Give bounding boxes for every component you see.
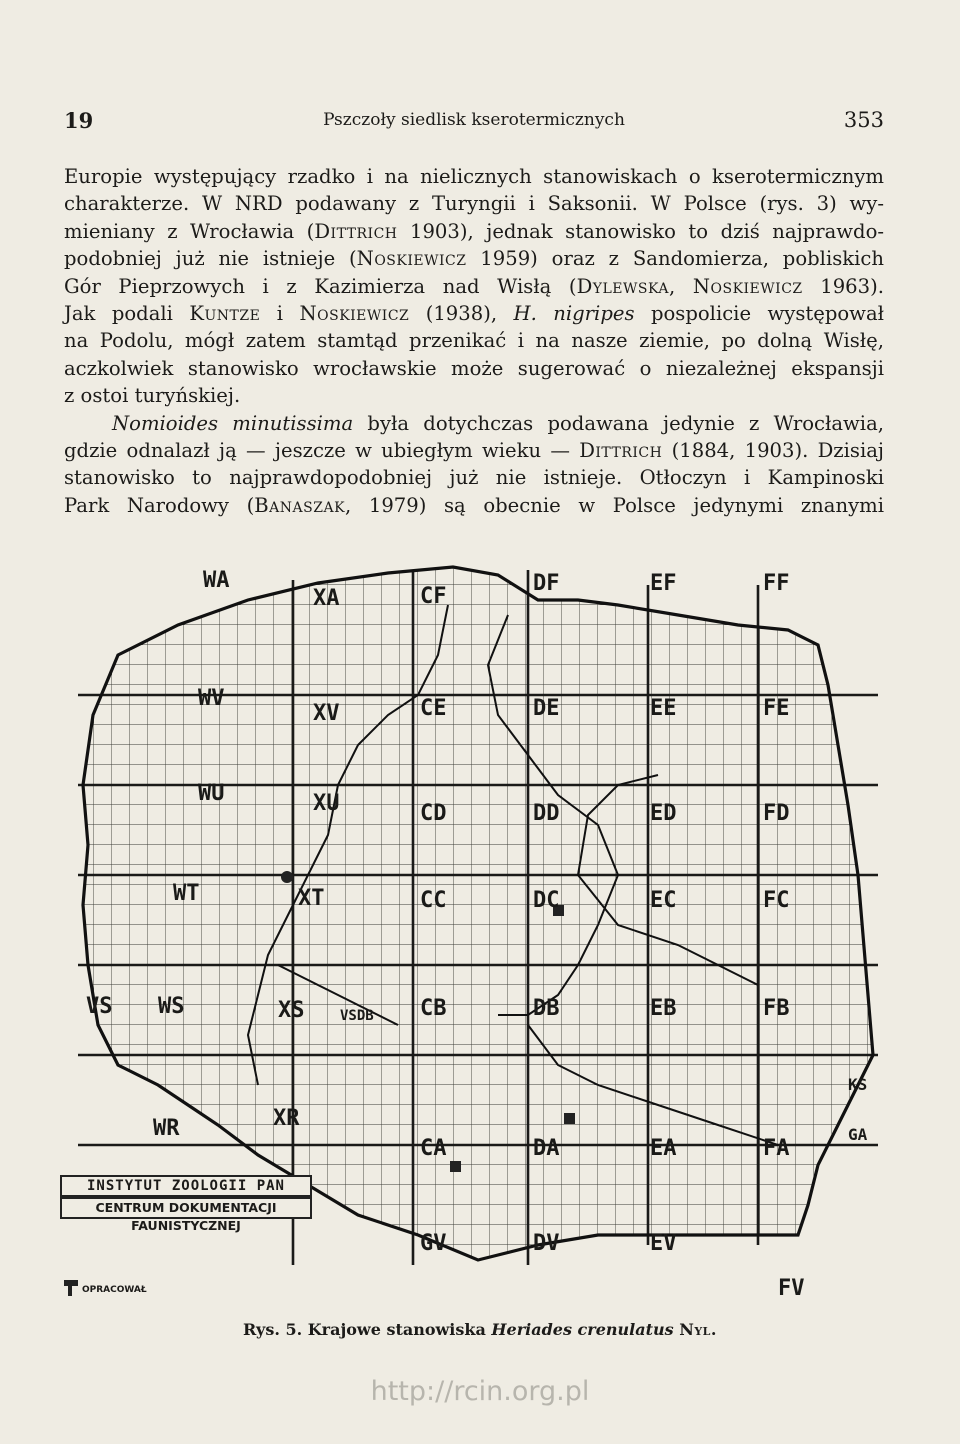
text-span: była dotychczas podawana jedynie z Wrocławia, [353, 411, 884, 435]
grid-label: ED [650, 801, 677, 826]
text-span: na Podolu, mógł zatem stamtąd przenikać i na nasze ziemie, po dolną Wisłę, [64, 329, 884, 353]
caption-text: Krajowe stanowiska [307, 1320, 486, 1339]
grid-label: EF [650, 571, 677, 596]
grid-label: DB [533, 996, 560, 1021]
grid-label: DA [533, 1136, 560, 1161]
text-span: , [669, 274, 693, 298]
author-name: Dittrich [314, 219, 398, 243]
grid-label: FD [763, 801, 790, 826]
institute-logo [62, 1278, 80, 1298]
text-line [64, 382, 884, 409]
figure-caption [0, 1320, 960, 1339]
grid-label: XA [313, 586, 340, 611]
grid-label: EB [650, 996, 677, 1021]
running-header [64, 108, 884, 138]
grid-label: XU [313, 791, 340, 816]
grid-label: GV [420, 1231, 447, 1256]
text-span: 1963). [802, 274, 884, 298]
grid-label: WT [173, 881, 200, 906]
author-name: Noskiewicz [356, 247, 467, 271]
running-title: Pszczoły siedlisk kserotermicznych [323, 110, 625, 130]
grid-label: WS [158, 994, 185, 1019]
grid-label: FE [763, 696, 790, 721]
text-line [64, 437, 884, 464]
grid-label: DF [533, 571, 560, 596]
author-name: Noskiewicz [692, 274, 803, 298]
author-name: Noskiewicz [299, 301, 410, 325]
text-line [64, 464, 884, 491]
text-line [64, 410, 884, 437]
grid-label: KS [848, 1075, 868, 1094]
text-span: 1959) oraz z Sandomierza, pobliskich [466, 247, 884, 271]
stamp-line-2: CENTRUM DOKUMENTACJI FAUNISTYCZNEJ [60, 1197, 312, 1219]
text-line [64, 163, 884, 190]
grid-label: FA [763, 1136, 790, 1161]
text-span: podobniej już nie istnieje ( [64, 247, 357, 271]
grid-label: CA [420, 1136, 447, 1161]
text-span: Jak podali [64, 301, 190, 325]
species-name: Nomioides minutissima [112, 411, 354, 435]
text-line [64, 492, 884, 519]
grid-label: EA [650, 1136, 677, 1161]
text-line [64, 245, 884, 272]
text-span: mieniany z Wrocławia ( [64, 219, 315, 243]
grid-label: WU [198, 781, 225, 806]
text-span: Europie występujący rzadko i na nielicznych stanowiskach o kserotermicznym [64, 165, 884, 188]
caption-author: Nyl. [679, 1320, 717, 1339]
grid-label: FF [763, 571, 790, 596]
text-span: i [260, 301, 300, 325]
species-name: H. nigripes [513, 301, 635, 325]
grid-label: WA [203, 568, 230, 593]
grid-label: DC [533, 888, 560, 913]
text-span: stanowisko to najprawdopodobniej już nie istnieje. Otłoczyn i Kampinoski [64, 466, 884, 490]
page-number-right: 353 [843, 108, 884, 132]
grid-label: FC [763, 888, 790, 913]
watermark-url: http://rcin.org.pl [370, 1376, 590, 1407]
text-line [64, 190, 884, 217]
author-name: Dylewska [576, 274, 670, 298]
grid-label: DD [533, 801, 560, 826]
grid-label: WV [198, 686, 225, 711]
text-line [64, 218, 884, 245]
text-line [64, 355, 884, 382]
grid-label: GA [848, 1125, 868, 1144]
text-span: charakterze. W NRD podawany z Turyngii i Saksonii. W Polsce (rys. 3) wy- [64, 192, 884, 216]
text-line [64, 300, 884, 327]
grid-label: XR [273, 1106, 300, 1131]
grid-label: EE [650, 696, 677, 721]
grid-label: EC [650, 888, 677, 913]
stamp-line-3: OPRACOWAŁ [82, 1285, 147, 1295]
author-name: Dittrich [579, 438, 663, 462]
text-span: (1884, 1903). Dzisiaj [662, 438, 884, 462]
text-span: aczkolwiek stanowisko wrocławskie może sugerować o niezależnej ekspansji [64, 356, 884, 380]
grid-label: DE [533, 696, 560, 721]
institute-stamp [60, 1175, 315, 1315]
text-span: gdzie odnalazł ją — jeszcze w ubiegłym wieku — [64, 438, 580, 462]
grid-label: CF [420, 584, 447, 609]
grid-label: EV [650, 1231, 677, 1256]
body-text [64, 163, 884, 519]
text-span: (1938), [409, 301, 514, 325]
text-span: Gór Pieprzowych i z Kazimierza nad Wisłą ( [64, 274, 577, 298]
grid-label: CB [420, 996, 447, 1021]
grid-label: CE [420, 696, 447, 721]
grid-label: CD [420, 801, 447, 826]
text-span: Park Narodowy ( [64, 493, 255, 517]
grid-label: WR [153, 1116, 180, 1141]
grid-label: XS [278, 998, 305, 1023]
author-name: Kuntze [189, 301, 261, 325]
text-line [64, 327, 884, 354]
text-span: , 1979) są obecnie w Polsce jedynymi znanymi [345, 493, 884, 517]
caption-prefix: Rys. 5. [243, 1320, 303, 1339]
grid-label: XT [298, 886, 325, 911]
grid-label: VSDB [340, 1008, 374, 1024]
grid-label: FV [778, 1276, 805, 1301]
text-line [64, 273, 884, 300]
grid-label: VS [86, 994, 113, 1019]
author-name: Banaszak [254, 493, 346, 517]
grid-label: FB [763, 996, 790, 1021]
page-number-left: 19 [64, 108, 94, 133]
text-span: 1903), jednak stanowisko to dziś najprawdo- [397, 219, 884, 243]
caption-species: Heriades crenulatus [491, 1320, 674, 1339]
grid-label: CC [420, 888, 447, 913]
grid-label: DV [533, 1231, 560, 1256]
stamp-line-1: INSTYTUT ZOOLOGII PAN [60, 1175, 312, 1197]
text-span: pospolicie występował [634, 301, 884, 325]
grid-label: XV [313, 701, 340, 726]
text-span: z ostoi turyńskiej. [64, 384, 241, 408]
